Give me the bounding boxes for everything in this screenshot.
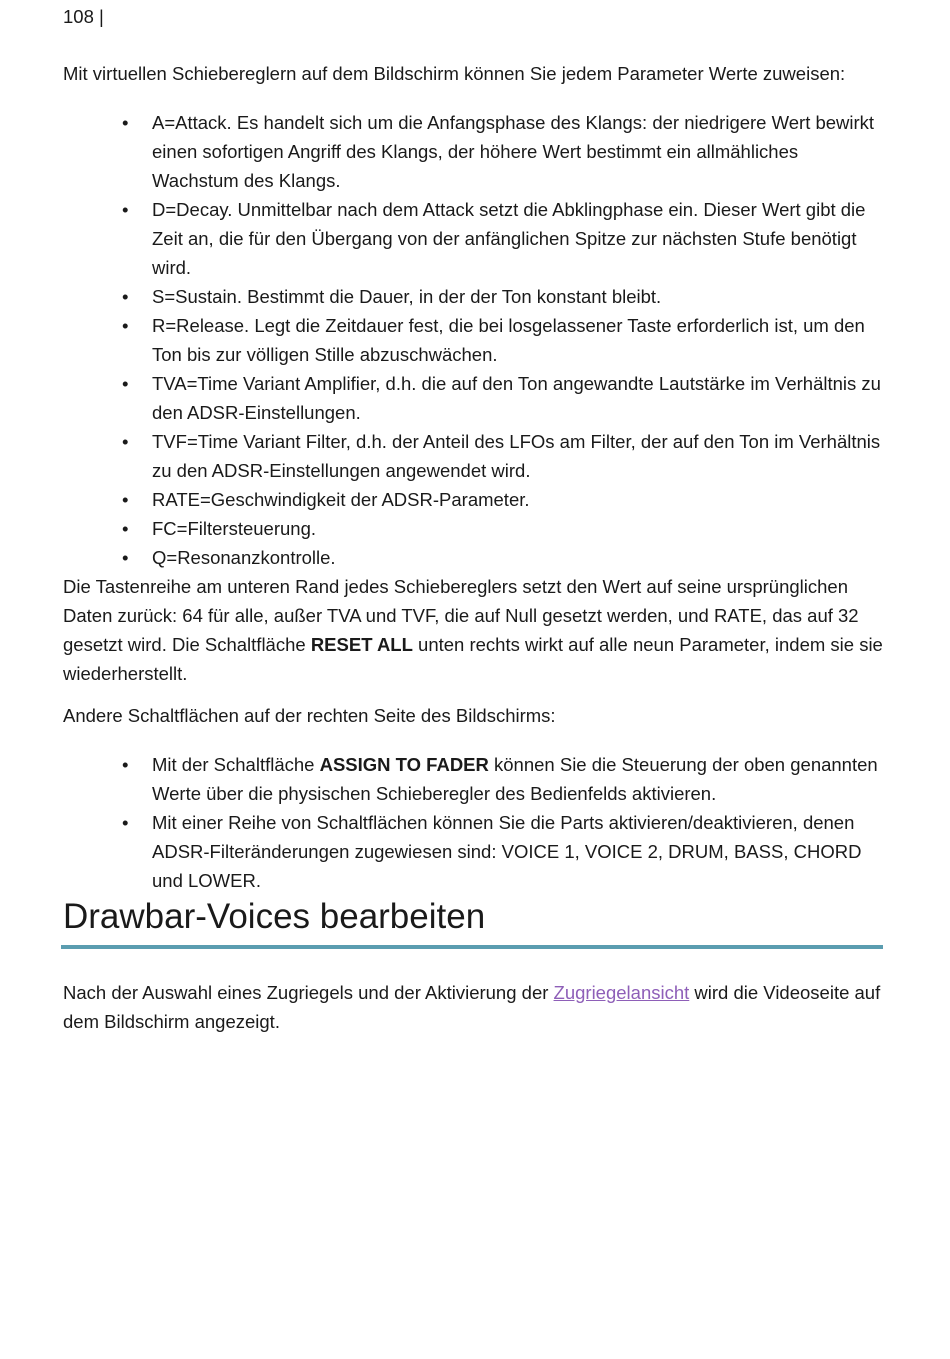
list-item-parts: • Mit einer Reihe von Schaltflächen können Sie die Parts aktivieren/deaktivieren, denen ADSR-Filteränderungen zugewiesen sind: VOICE 1, VOICE 2, DRUM, BASS, CHORD und LOWER. [63,808,883,895]
reset-paragraph [63,572,883,688]
buttons-list [63,750,883,895]
list-item-assign-to-fader [63,750,883,808]
section-heading: Drawbar-Voices bearbeiten [63,897,486,936]
reset-all-label: RESET ALL [310,634,413,655]
heading-rule [61,945,883,949]
other-buttons-paragraph: Andere Schaltflächen auf der rechten Seite des Bildschirms: [63,705,556,726]
reset-text-before: Die Tastenreihe am unteren Rand jedes Schiebereglers setzt den Wert auf seine ursprünglichen Daten zurück: 64 für alle, außer TVA und TVF, die auf Null gesetzt werden, und RATE, das auf 32 gesetzt wird. Die Schaltfläche [63,576,859,655]
list-item-tvf: • TVF=Time Variant Filter, d.h. der Anteil des LFOs am Filter, der auf den Ton im Verhältnis zu den ADSR-Einstellungen angewendet wird. [63,427,883,485]
intro-paragraph: Mit virtuellen Schiebereglern auf dem Bildschirm können Sie jedem Parameter Werte zuweisen: [63,63,846,84]
list-item-decay: • D=Decay. Unmittelbar nach dem Attack setzt die Abklingphase ein. Dieser Wert gibt die Zeit an, die für den Übergang von der anfänglichen Spitze zur nächsten Stufe benötigt wird. [63,195,883,282]
document-body [63,59,883,1036]
page-number: 108 | [63,6,104,27]
list-item-attack: • A=Attack. Es handelt sich um die Anfangsphase des Klangs: der niedrigere Wert bewirkt einen sofortigen Angriff des Klangs, der höhere Wert bestimmt ein allmähliches Wachstum des Klangs. [63,108,883,195]
list-item-fc: • FC=Filtersteuerung. [63,514,883,543]
assign-text-before: Mit der Schaltfläche [152,754,320,775]
list-item-sustain: • S=Sustain. Bestimmt die Dauer, in der der Ton konstant bleibt. [63,282,883,311]
list-item-release: • R=Release. Legt die Zeitdauer fest, die bei losgelassener Taste erforderlich ist, um den Ton bis zur völligen Stille abzuschwächen. [63,311,883,369]
list-item-rate: • RATE=Geschwindigkeit der ADSR-Parameter. [63,485,883,514]
reset-text-after: unten rechts wirkt auf alle neun Parameter, indem sie sie wiederherstellt. [63,634,883,684]
assign-to-fader-label: ASSIGN TO FADER [319,754,489,775]
zugriegelansicht-link[interactable]: Zugriegelansicht [553,982,690,1003]
section-text-before: Nach der Auswahl eines Zugriegels und der Aktivierung der [63,982,554,1003]
section-paragraph [63,978,883,1036]
section-text-after: wird die Videoseite auf dem Bildschirm angezeigt. [63,982,881,1032]
assign-text-after: können Sie die Steuerung der oben genannten Werte über die physischen Schieberegler des Bedienfelds aktivieren. [152,754,878,804]
list-item-q: • Q=Resonanzkontrolle. [63,543,883,572]
parameter-list [63,108,883,572]
list-item-tva: • TVA=Time Variant Amplifier, d.h. die auf den Ton angewandte Lautstärke im Verhältnis zu den ADSR-Einstellungen. [63,369,883,427]
